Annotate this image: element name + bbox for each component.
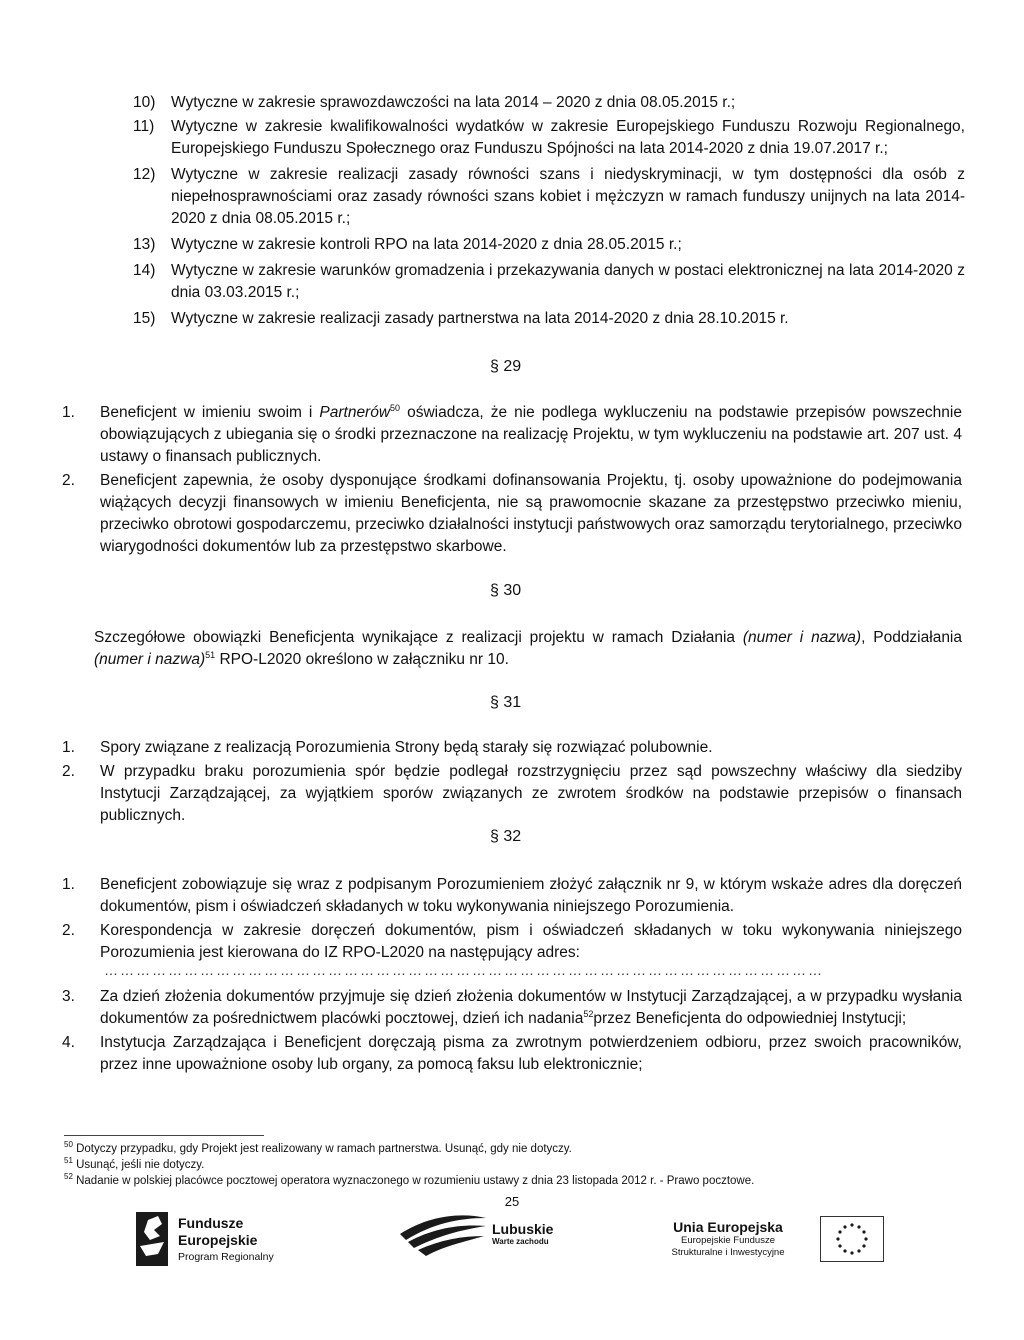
paragraph-number: 1. — [62, 876, 75, 893]
paragraph-number: 2. — [62, 922, 75, 939]
list-item-number: 10) — [133, 94, 156, 111]
logo-text-line: Europejskie Fundusze — [681, 1235, 775, 1246]
paragraph-item — [62, 1032, 962, 1076]
text-emphasis: (numer i nazwa) — [94, 651, 206, 668]
list-item — [133, 260, 965, 304]
paragraph-text: Beneficjent zapewnia, że osoby dysponujące środkami dofinansowania Projektu, tj. osoby upoważnione do podejmowania wiążących decyzji finansowych w imieniu Beneficjenta, nie są prawomocnie skazane za przestępstwo przeciwko mieniu, przeciwko obrotowi gospodarczemu, przeciwko działalności instytucji państwowych oraz samorządu terytorialnego, przeciwko wiarygodności dokumentów lub za przestępstwo skarbowe. — [100, 472, 962, 555]
section-32-body-a — [62, 874, 962, 966]
footnote-number: 50 — [64, 1140, 73, 1150]
list-item — [133, 308, 965, 330]
section-31-heading: § 31 — [490, 694, 522, 711]
list-item — [133, 116, 965, 160]
list-item-number: 11) — [133, 118, 155, 135]
text-fragment: , Poddziałania — [861, 629, 962, 646]
logo-text-line: Europejskie — [178, 1232, 258, 1248]
paragraph-number: 2. — [62, 763, 75, 780]
fundusze-europejskie-text — [178, 1215, 274, 1266]
paragraph-item — [62, 874, 962, 918]
text-fragment: RPO-L2020 określono w załączniku nr 10. — [215, 651, 509, 668]
footnote-ref: 52 — [583, 1008, 594, 1019]
footnote-divider — [64, 1135, 264, 1136]
footnote-ref: 50 — [390, 402, 401, 413]
list-item-number: 14) — [133, 262, 156, 279]
paragraph-text: Spory związane z realizacją Porozumienia Strony będą starały się rozwiązać polubownie. — [100, 739, 713, 756]
paragraph-text: Korespondencja w zakresie doręczeń dokumentów, pism i oświadczeń składanych w toku wykonywania niniejszego Porozumienia jest kierowana do IZ RPO-L2020 na następujący adres: — [100, 922, 962, 961]
unia-europejska-text — [648, 1219, 808, 1259]
text-fragment: Szczegółowe obowiązki Beneficjenta wynikające z realizacji projektu w ramach Działania — [94, 629, 743, 646]
footnote — [64, 1141, 964, 1157]
footnote — [64, 1173, 964, 1189]
logo-text-line: Lubuskie — [492, 1221, 554, 1237]
paragraph-item — [62, 761, 962, 827]
text-fragment: Beneficjent w imieniu swoim i — [100, 404, 320, 421]
section-31-body — [62, 737, 962, 829]
paragraph-item — [62, 986, 962, 1030]
address-placeholder: ……………………………………………………………………………………………………………………… — [104, 962, 824, 978]
text-emphasis: Partnerów — [319, 404, 391, 421]
section-32-heading: § 32 — [490, 828, 522, 845]
footnote-text: Usunąć, jeśli nie dotyczy. — [72, 1159, 205, 1171]
list-item-text: Wytyczne w zakresie realizacji zasady równości szans i niedyskryminacji, w tym dostępności dla osób z niepełnosprawnościami oraz zasady równości szans kobiet i mężczyzn w ramach funduszy unijnych na lata 2014-2020 z dnia 08.05.2015 r.; — [171, 166, 965, 227]
list-item-text: Wytyczne w zakresie sprawozdawczości na lata 2014 – 2020 z dnia 08.05.2015 r.; — [171, 94, 736, 111]
list-item — [133, 92, 965, 114]
footnote-text: Nadanie w polskiej placówce pocztowej operatora wyznaczonego w rozumieniu ustawy z dnia 23 listopada 2012 r. - Prawo pocztowe. — [72, 1175, 755, 1187]
lubuskie-logo-icon — [398, 1212, 490, 1258]
section-30-body — [94, 627, 962, 671]
fundusze-europejskie-logo-icon — [136, 1210, 170, 1268]
section-32-body-b — [62, 986, 962, 1078]
list-item — [133, 234, 965, 256]
paragraph-number: 1. — [62, 739, 75, 756]
footnote-number: 52 — [64, 1172, 73, 1182]
page-number: 25 — [504, 1194, 520, 1209]
guidelines-list — [133, 92, 965, 334]
list-item-number: 13) — [133, 236, 156, 253]
section-30-heading: § 30 — [490, 582, 522, 599]
paragraph-number: 4. — [62, 1034, 75, 1051]
paragraph-number: 1. — [62, 404, 75, 421]
footnote — [64, 1157, 964, 1173]
footnote-ref: 51 — [205, 649, 216, 660]
paragraph-item — [62, 920, 962, 964]
eu-flag-icon — [820, 1216, 884, 1262]
footnote-text: Dotyczy przypadku, gdy Projekt jest realizowany w ramach partnerstwa. Usunąć, gdy nie dotyczy. — [72, 1143, 572, 1155]
list-item-text: Wytyczne w zakresie realizacji zasady partnerstwa na lata 2014-2020 z dnia 28.10.2015 r. — [171, 310, 789, 327]
paragraph-item — [62, 737, 962, 759]
logo-text-line: Fundusze — [178, 1215, 244, 1231]
text-fragment: przez Beneficjenta do odpowiedniej Instytucji; — [593, 1010, 907, 1027]
list-item — [133, 164, 965, 230]
list-item-number: 15) — [133, 310, 156, 327]
paragraph-text — [100, 404, 962, 465]
text-fragment: Za dzień złożenia dokumentów przyjmuje się dzień złożenia dokumentów w Instytucji Zarządzającej, a w przypadku wysłania dokumentów za pośrednictwem placówki pocztowej, dzień ich nadania — [100, 988, 962, 1027]
logo-text-line: Program Regionalny — [178, 1251, 274, 1263]
footnote-number: 51 — [64, 1156, 73, 1166]
paragraph-text: Instytucja Zarządzająca i Beneficjent doręczają pisma za zwrotnym potwierdzeniem odbioru, przez swoich pracowników, przez inne upoważnione osoby lub organy, za pomocą faksu lub elektronicznie; — [100, 1034, 962, 1073]
section-29-body — [62, 402, 962, 560]
text-fragment: oświadcza, że nie podlega wykluczeniu na podstawie przepisów powszechnie obowiązujących z ubiegania się o środki przeznaczone na realizację Projektu, w tym wykluczeniu na podstawie art. 207 ust. 4 ustawy o finansach publicznych. — [100, 404, 962, 465]
list-item-text: Wytyczne w zakresie kontroli RPO na lata 2014-2020 z dnia 28.05.2015 r.; — [171, 236, 682, 253]
paragraph-number: 2. — [62, 472, 75, 489]
paragraph-number: 3. — [62, 988, 75, 1005]
section-29-heading: § 29 — [490, 358, 522, 375]
text-emphasis: (numer i nazwa) — [742, 629, 862, 646]
list-item-text: Wytyczne w zakresie warunków gromadzenia i przekazywania danych w postaci elektronicznej na lata 2014-2020 z dnia 03.03.2015 r.; — [171, 262, 965, 301]
paragraph-text: Beneficjent zobowiązuje się wraz z podpisanym Porozumieniem złożyć załącznik nr 9, w którym wskaże adres dla doręczeń dokumentów, pism i oświadczeń składanych w toku wykonywania niniejszego Porozumienia. — [100, 876, 962, 915]
logo-text-line: Strukturalne i Inwestycyjne — [671, 1247, 785, 1258]
list-item-text: Wytyczne w zakresie kwalifikowalności wydatków w zakresie Europejskiego Funduszu Rozwoju Regionalnego, Europejskiego Funduszu Społecznego oraz Funduszu Spójności na lata 2014-2020 z dnia 19.07.2017 r.; — [171, 118, 965, 157]
logo-text-line: Warte zachodu — [492, 1237, 549, 1246]
paragraph-text — [100, 988, 962, 1027]
logo-text-line: Unia Europejska — [673, 1219, 783, 1235]
footnotes — [64, 1141, 964, 1189]
paragraph-item — [62, 402, 962, 468]
paragraph-text: W przypadku braku porozumienia spór będzie podlegał rozstrzygnięciu przez sąd powszechny właściwy dla siedziby Instytucji Zarządzającej, za wyjątkiem sporów związanych ze zwrotem środków na podstawie przepisów o finansach publicznych. — [100, 763, 962, 824]
lubuskie-text — [492, 1221, 553, 1246]
paragraph-text — [94, 627, 962, 671]
list-item-number: 12) — [133, 166, 156, 183]
paragraph-item — [62, 470, 962, 558]
